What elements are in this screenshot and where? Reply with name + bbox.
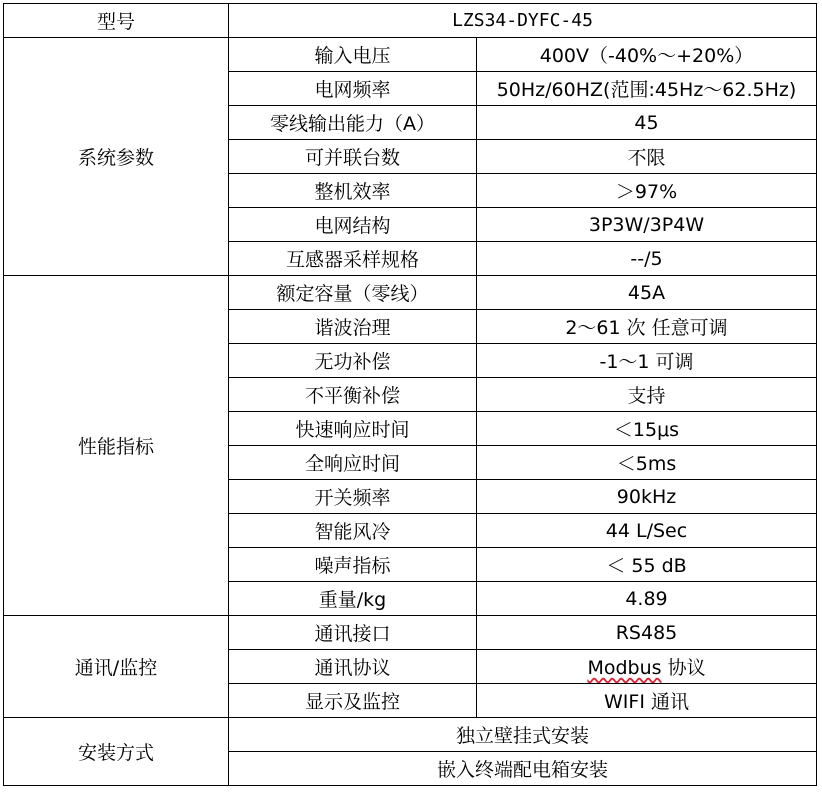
param-value: 44 L/Sec — [477, 514, 817, 548]
param-label: 不平衡补偿 — [229, 378, 477, 412]
section-name-installation: 安装方式 — [4, 718, 229, 786]
param-value: 4.89 — [477, 582, 817, 616]
section-name-performance: 性能指标 — [4, 276, 229, 616]
param-label: 电网结构 — [229, 208, 477, 242]
param-value: 3P3W/3P4W — [477, 208, 817, 242]
param-value: RS485 — [477, 616, 817, 650]
param-label: 开关频率 — [229, 480, 477, 514]
param-label: 可并联台数 — [229, 140, 477, 174]
param-label: 额定容量（零线） — [229, 276, 477, 310]
param-value: 支持 — [477, 378, 817, 412]
param-label: 零线输出能力（A） — [229, 106, 477, 140]
param-label: 通讯协议 — [229, 650, 477, 684]
param-value: ＜ 55 dB — [477, 548, 817, 582]
param-value: ＜15μs — [477, 412, 817, 446]
table-row — [4, 276, 817, 310]
param-label: 电网频率 — [229, 72, 477, 106]
param-value: -1～1 可调 — [477, 344, 817, 378]
param-label: 输入电压 — [229, 38, 477, 72]
param-value: ＞97% — [477, 174, 817, 208]
param-label: 互感器采样规格 — [229, 242, 477, 276]
section-name-system: 系统参数 — [4, 38, 229, 276]
param-label: 显示及监控 — [229, 684, 477, 718]
param-value: --/5 — [477, 242, 817, 276]
param-label: 重量/kg — [229, 582, 477, 616]
param-value: 50Hz/60HZ(范围:45Hz～62.5Hz) — [477, 72, 817, 106]
param-label: 无功补偿 — [229, 344, 477, 378]
param-value: ＜5ms — [477, 446, 817, 480]
table-row — [4, 718, 817, 752]
install-option: 独立壁挂式安装 — [229, 718, 817, 752]
param-value: 2～61 次 任意可调 — [477, 310, 817, 344]
param-value: 45A — [477, 276, 817, 310]
param-value: 90kHz — [477, 480, 817, 514]
table-row — [4, 38, 817, 72]
param-label: 整机效率 — [229, 174, 477, 208]
section-name-communication: 通讯/监控 — [4, 616, 229, 718]
table-row — [4, 616, 817, 650]
install-option: 嵌入终端配电箱安装 — [229, 752, 817, 786]
model-value: LZS34-DYFC-45 — [229, 4, 817, 38]
param-label: 通讯接口 — [229, 616, 477, 650]
model-label: 型号 — [4, 4, 229, 38]
param-value: 45 — [477, 106, 817, 140]
protocol-suffix: 协议 — [661, 657, 706, 679]
param-label: 谐波治理 — [229, 310, 477, 344]
protocol-name: Modbus — [587, 657, 662, 679]
spec-table — [3, 3, 817, 786]
param-value: 不限 — [477, 140, 817, 174]
param-label: 全响应时间 — [229, 446, 477, 480]
param-label: 噪声指标 — [229, 548, 477, 582]
param-value — [477, 650, 817, 684]
param-label: 智能风冷 — [229, 514, 477, 548]
table-row-model — [4, 4, 817, 38]
param-label: 快速响应时间 — [229, 412, 477, 446]
param-value: WIFI 通讯 — [477, 684, 817, 718]
param-value: 400V（-40%～+20%） — [477, 38, 817, 72]
